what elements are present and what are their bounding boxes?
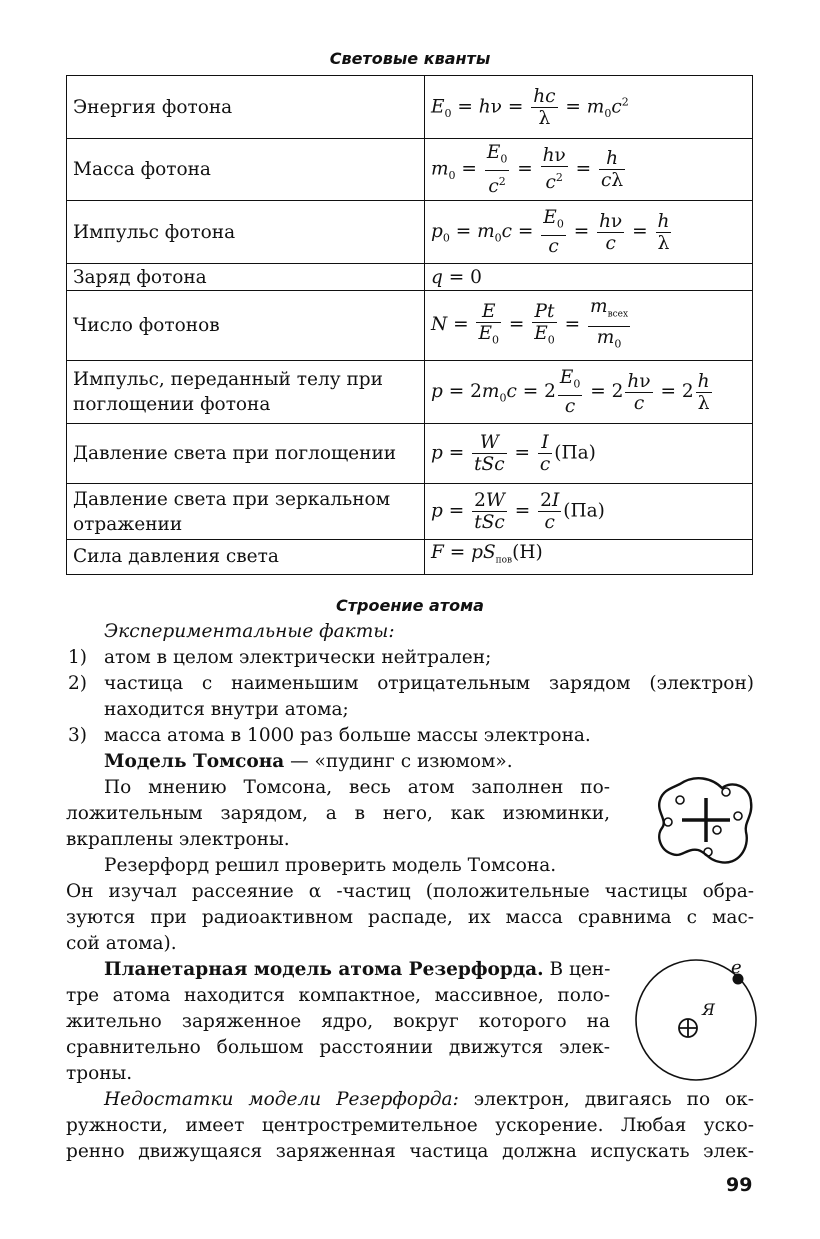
- thomson-text: Резерфорд решил проверить модель Томсона.: [104, 855, 557, 876]
- rutherford-first-line: [104, 959, 610, 980]
- nucleus-label: Я: [702, 1000, 715, 1019]
- thomson-text: Он изучал рассеяние α -частиц (положительные частицы обра-: [66, 881, 754, 902]
- row-label: [67, 361, 425, 424]
- row-label: Масса фотона: [67, 139, 425, 201]
- facts-heading: Экспериментальные факты:: [104, 621, 395, 642]
- table-row: [67, 484, 753, 540]
- row-label-line1: Давление света при зеркальном: [73, 488, 391, 510]
- rutherford-text: тре атома находится компактное, массивное, поло-: [66, 985, 610, 1006]
- formula-pressure-force: $F = pS_{пов}(Н)$: [425, 540, 753, 575]
- row-label: Энергия фотона: [67, 76, 425, 139]
- row-label: Число фотонов: [67, 291, 425, 361]
- formula-transferred-momentum: $p = 2m_0c = 2$ $\frac{E_0}{c}$ = 2 $\frac{h\nu}{c}$ = 2 $\frac{h}{\lambda}$: [425, 361, 753, 424]
- row-label-line2: поглощении фотона: [73, 394, 271, 415]
- thomson-subtitle: — «пудинг с изюмом».: [284, 751, 513, 772]
- rutherford-model-figure: [626, 955, 766, 1085]
- table-row: [67, 264, 753, 291]
- row-label-line1: Импульс, переданный телу при: [73, 369, 383, 390]
- row-label: Сила давления света: [67, 540, 425, 575]
- drawbacks-text: электрон, двигаясь по ок-: [458, 1089, 754, 1110]
- thomson-text: зуются при радиоактивном распаде, их масса сравнима с мас-: [66, 907, 754, 928]
- formula-photon-count: N = $\frac{E}{E_0}$ = $\frac{Pt}{E_0}$ = $\frac{m_{всех}}{m_0}$: [425, 291, 753, 361]
- formula-energy: $E_0 = h\nu$ = $\frac{hc}{\lambda}$ = $m_0c^2$: [425, 76, 753, 139]
- drawbacks-title: Недостатки модели Резерфорда:: [104, 1089, 459, 1110]
- section-title-atom: Строение атома: [336, 596, 484, 615]
- rutherford-text: сравнительно большом расстоянии движутся элек-: [66, 1037, 610, 1058]
- drawbacks-text: ружности, имеет центростремительное ускорение. Любая уско-: [66, 1115, 754, 1136]
- drawbacks-text: ренно движущаяся заряженная частица должна испускать элек-: [66, 1141, 754, 1162]
- fact-number: 1): [68, 647, 87, 668]
- fact-text: атом в целом электрически нейтрален;: [104, 647, 492, 668]
- row-label-line2: отражении: [73, 513, 183, 535]
- electron-label: e: [731, 957, 742, 978]
- rutherford-text: жительно заряженное ядро, вокруг которого на: [66, 1011, 610, 1032]
- row-label: Давление света при поглощении: [67, 424, 425, 484]
- rutherford-title: Планетарная модель атома Резерфорда.: [104, 959, 544, 980]
- thomson-model-figure: [650, 770, 760, 870]
- rutherford-text: троны.: [66, 1063, 133, 1084]
- unit-pa: (Па): [563, 500, 605, 522]
- row-label: Импульс фотона: [67, 201, 425, 264]
- table-row: [67, 424, 753, 484]
- thomson-text: вкраплены электроны.: [66, 829, 290, 850]
- fact-number: 2): [68, 673, 87, 694]
- fact-text-cont: находится внутри атома;: [104, 699, 349, 720]
- fact-number: 3): [68, 725, 87, 746]
- formula-pressure-absorption: p = $\frac{W}{\text{tSc}}$ = $\frac{I}{c}$ (Па): [425, 424, 753, 484]
- table-row: [67, 76, 753, 139]
- table-row: [67, 291, 753, 361]
- thomson-text: ложительным зарядом, а в него, как изюминки,: [66, 803, 610, 824]
- formula-pressure-reflection: p = $\frac{2W}{\text{tSc}}$ = $\frac{2I}{c}$ (Па): [425, 484, 753, 540]
- table-row: [67, 139, 753, 201]
- photon-table: [66, 75, 753, 575]
- table-row: [67, 361, 753, 424]
- formula-mass: $m_0$ = $\frac{E_0}{c^2}$ = $\frac{h\nu}{c^2}$ = $\frac{h}{c\lambda}$: [425, 139, 753, 201]
- thomson-heading: [104, 751, 513, 772]
- unit-n: (Н): [512, 542, 543, 563]
- page-number: 99: [726, 1174, 753, 1196]
- fact-text: частица с наименьшим отрицательным зарядом (электрон): [104, 673, 754, 694]
- unit-pa: (Па): [554, 442, 596, 464]
- fact-text: масса атома в 1000 раз больше массы электрона.: [104, 725, 591, 746]
- drawbacks-first-line: [104, 1089, 754, 1110]
- rutherford-text: В цен-: [543, 959, 611, 980]
- row-label: [67, 484, 425, 540]
- row-label: Заряд фотона: [67, 264, 425, 291]
- section-title-quanta: Световые кванты: [329, 49, 491, 68]
- thomson-text: сой атома).: [66, 933, 177, 954]
- formula-momentum: $p_0 = m_0c$ = $\frac{E_0}{c}$ = $\frac{h\nu}{c}$ = $\frac{h}{\lambda}$: [425, 201, 753, 264]
- formula-charge: q = 0: [425, 264, 753, 291]
- table-row: [67, 201, 753, 264]
- thomson-text: По мнению Томсона, весь атом заполнен по-: [104, 777, 610, 798]
- table-row: [67, 540, 753, 575]
- thomson-title: Модель Томсона: [104, 751, 285, 772]
